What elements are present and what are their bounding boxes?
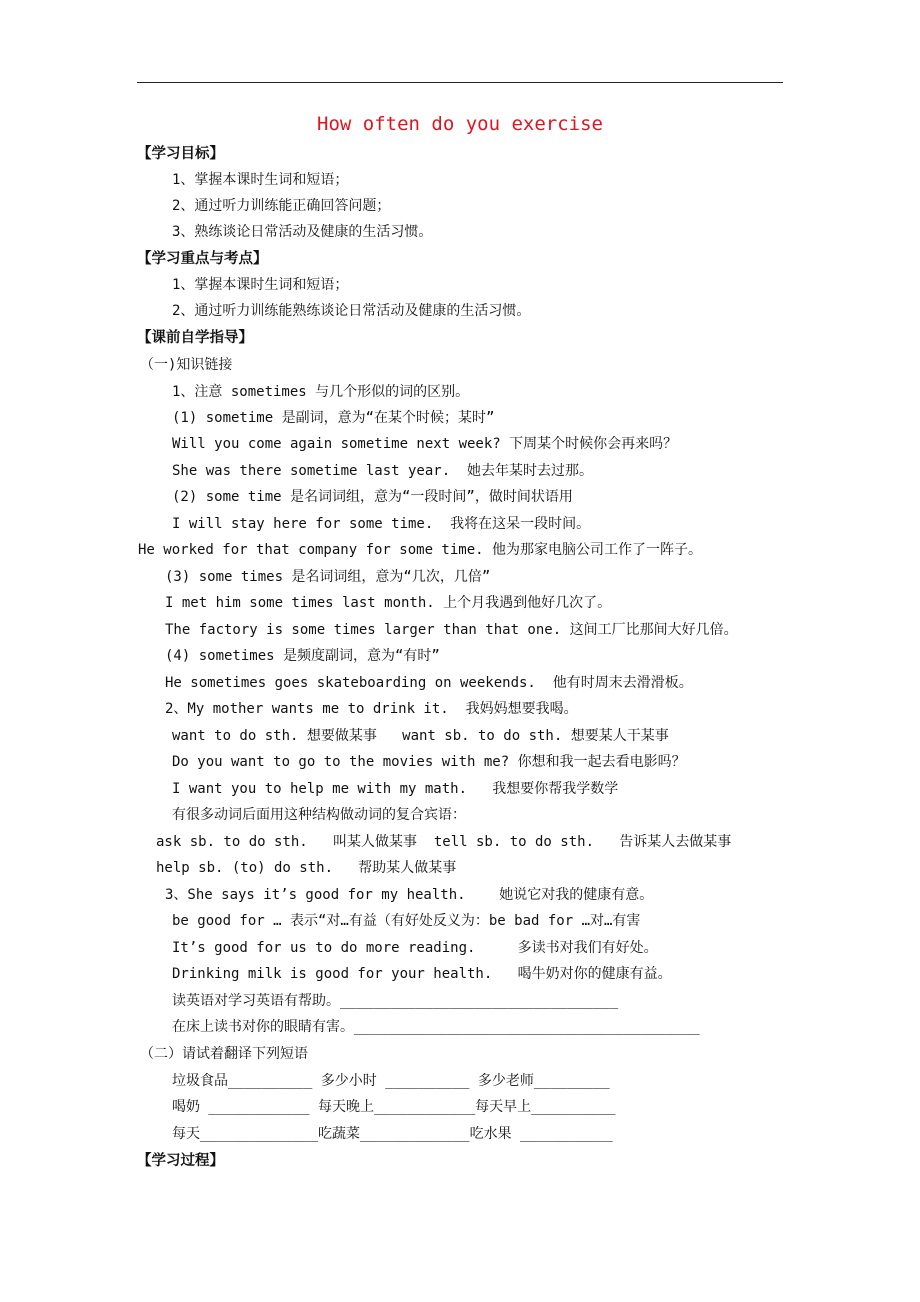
note-line: help sb. (to) do sth. 帮助某人做某事: [156, 860, 457, 876]
note-line: (1) sometime 是副词，意为“在某个时候；某时”: [172, 410, 495, 426]
note-line: 3、She says it’s good for my health. 她说它对我的健康有意。: [165, 887, 654, 903]
example-line: He sometimes goes skateboarding on weekends. 他有时周末去滑滑板。: [165, 675, 693, 691]
page-title: How often do you exercise: [317, 113, 603, 135]
note-line: (3) some times 是名词词组，意为“几次，几倍”: [165, 569, 491, 585]
example-line: The factory is some times larger than that one. 这间工厂比那间大好几倍。: [165, 622, 738, 638]
phrase-line: 喝奶 ____________ 每天晚上____________每天早上__________: [172, 1099, 616, 1115]
example-line: Drinking milk is good for your health. 喝牛奶对你的健康有益。: [172, 966, 672, 982]
goal-item: 2、通过听力训练能正确回答问题；: [172, 198, 391, 214]
header-rule: [137, 82, 783, 83]
guide-heading: 【课前自学指导】: [137, 330, 253, 346]
note-line: 1、注意 sometimes 与几个形似的词的区别。: [172, 384, 470, 400]
example-line: He worked for that company for some time. 他为那家电脑公司工作了一阵子。: [138, 542, 703, 558]
phrase-line: 垃圾食品__________ 多少小时 __________ 多少老师_________: [172, 1073, 610, 1089]
translate-heading: （二）请试着翻译下列短语: [140, 1046, 308, 1062]
goal-item: 3、熟练谈论日常活动及健康的生活习惯。: [172, 224, 433, 240]
example-line: I want you to help me with my math. 我想要你帮我学数学: [172, 781, 619, 797]
focus-item: 2、通过听力训练能熟练谈论日常活动及健康的生活习惯。: [172, 303, 531, 319]
goals-heading: 【学习目标】: [137, 146, 224, 162]
note-line: 有很多动词后面用这种结构做动词的复合宾语：: [172, 807, 466, 823]
goal-item: 1、掌握本课时生词和短语；: [172, 172, 349, 188]
focus-item: 1、掌握本课时生词和短语；: [172, 277, 349, 293]
example-line: Will you come again sometime next week? 下周某个时候你会再来吗？: [172, 436, 678, 452]
focus-heading: 【学习重点与考点】: [137, 251, 268, 267]
note-line: ask sb. to do sth. 叫某人做某事 tell sb. to do sth. 告诉某人去做某事: [156, 834, 732, 850]
note-line: (4) sometimes 是频度副词，意为“有时”: [165, 648, 440, 664]
note-line: 2、My mother wants me to drink it. 我妈妈想要我喝。: [165, 701, 578, 717]
process-heading: 【学习过程】: [137, 1153, 224, 1169]
phrase-line: 每天______________吃蔬菜_____________吃水果 ___________: [172, 1126, 613, 1142]
example-line: Do you want to go to the movies with me? 你想和我一起去看电影吗？: [172, 754, 686, 770]
example-line: She was there sometime last year. 她去年某时去过那。: [172, 463, 594, 479]
knowledge-heading: （一)知识链接: [140, 357, 233, 373]
example-line: It’s good for us to do more reading. 多读书对我们有好处。: [172, 940, 658, 956]
exercise-line: 在床上读书对你的眼睛有害。_________________________________________: [172, 1019, 700, 1035]
note-line: (2) some time 是名词词组，意为“一段时间”，做时间状语用: [172, 489, 573, 505]
exercise-line: 读英语对学习英语有帮助。_________________________________: [172, 993, 619, 1009]
example-line: I will stay here for some time. 我将在这呆一段时间。: [172, 516, 591, 532]
note-line: be good for … 表示“对…有益（有好处反义为：be bad for …对…有害: [172, 913, 641, 929]
note-line: want to do sth. 想要做某事 want sb. to do sth. 想要某人干某事: [172, 728, 669, 744]
example-line: I met him some times last month. 上个月我遇到他好几次了。: [165, 595, 612, 611]
